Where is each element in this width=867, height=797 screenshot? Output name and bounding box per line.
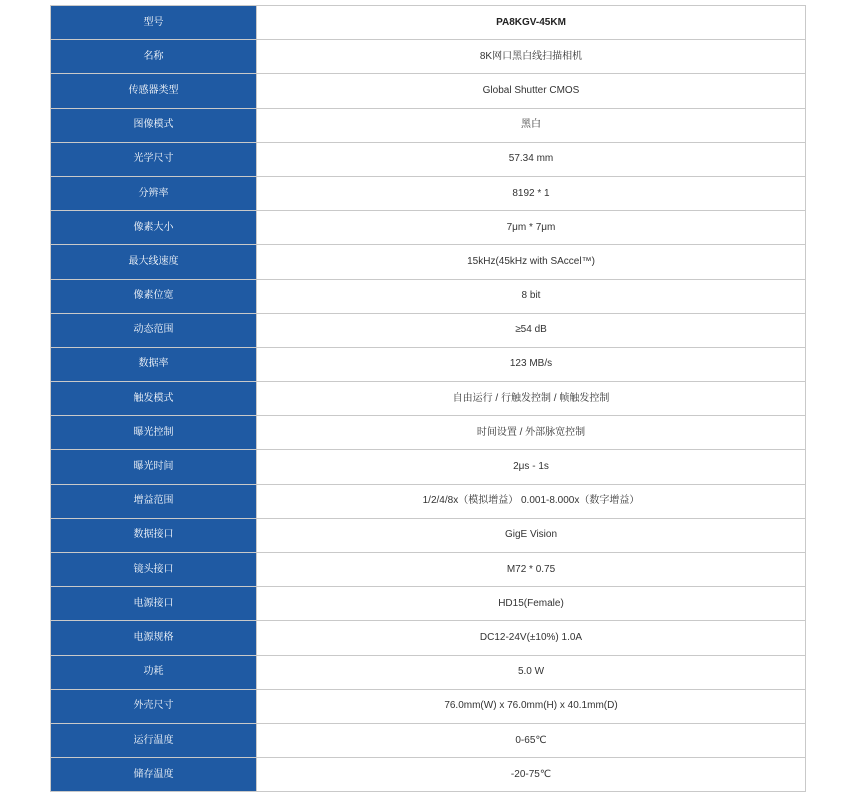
spec-label: 镜头接口 [51, 553, 257, 587]
spec-label: 分辨率 [51, 176, 257, 210]
spec-row-pixel-size [51, 211, 806, 245]
spec-value: 57.34 mm [257, 142, 806, 176]
spec-label: 名称 [51, 40, 257, 74]
spec-value: 0-65℃ [257, 723, 806, 757]
spec-row-power-spec [51, 621, 806, 655]
spec-row-pixel-bit-depth [51, 279, 806, 313]
spec-label: 外壳尺寸 [51, 689, 257, 723]
spec-row-max-line-rate [51, 245, 806, 279]
spec-row-exposure-control [51, 416, 806, 450]
spec-row-data-rate [51, 347, 806, 381]
spec-label: 曝光控制 [51, 416, 257, 450]
spec-row-sensor-type [51, 74, 806, 108]
spec-label: 像素大小 [51, 211, 257, 245]
spec-label: 动态范围 [51, 313, 257, 347]
spec-value: 1/2/4/8x（模拟增益） 0.001-8.000x（数字增益） [257, 484, 806, 518]
spec-label: 曝光时间 [51, 450, 257, 484]
spec-label: 光学尺寸 [51, 142, 257, 176]
spec-value: 123 MB/s [257, 347, 806, 381]
spec-label: 数据接口 [51, 518, 257, 552]
spec-label: 增益范围 [51, 484, 257, 518]
spec-value: GigE Vision [257, 518, 806, 552]
spec-value: DC12-24V(±10%) 1.0A [257, 621, 806, 655]
spec-label: 像素位宽 [51, 279, 257, 313]
spec-row-data-interface [51, 518, 806, 552]
spec-row-lens-mount [51, 553, 806, 587]
spec-value: ≥54 dB [257, 313, 806, 347]
spec-label: 运行温度 [51, 723, 257, 757]
spec-value: 2μs - 1s [257, 450, 806, 484]
spec-value: 15kHz(45kHz with SAccel™) [257, 245, 806, 279]
spec-value: PA8KGV-45KM [257, 6, 806, 40]
spec-row-optical-size [51, 142, 806, 176]
spec-value: HD15(Female) [257, 587, 806, 621]
spec-label: 数据率 [51, 347, 257, 381]
spec-row-model [51, 6, 806, 40]
spec-value: 时间设置 / 外部脉宽控制 [257, 416, 806, 450]
spec-row-housing-dimensions [51, 689, 806, 723]
spec-row-image-mode [51, 108, 806, 142]
spec-label: 传感器类型 [51, 74, 257, 108]
spec-label: 储存温度 [51, 758, 257, 792]
spec-value: 自由运行 / 行触发控制 / 帧触发控制 [257, 382, 806, 416]
spec-label: 图像模式 [51, 108, 257, 142]
spec-label: 电源接口 [51, 587, 257, 621]
spec-label: 最大线速度 [51, 245, 257, 279]
spec-value: M72 * 0.75 [257, 553, 806, 587]
spec-label: 电源规格 [51, 621, 257, 655]
spec-value: 7μm * 7μm [257, 211, 806, 245]
spec-row-gain-range [51, 484, 806, 518]
spec-row-dynamic-range [51, 313, 806, 347]
spec-row-exposure-time [51, 450, 806, 484]
spec-value: 8 bit [257, 279, 806, 313]
spec-row-operating-temperature [51, 723, 806, 757]
spec-value: Global Shutter CMOS [257, 74, 806, 108]
spec-value: 76.0mm(W) x 76.0mm(H) x 40.1mm(D) [257, 689, 806, 723]
spec-row-resolution [51, 176, 806, 210]
spec-row-power-consumption [51, 655, 806, 689]
spec-label: 型号 [51, 6, 257, 40]
spec-value: 5.0 W [257, 655, 806, 689]
spec-value: 8192 * 1 [257, 176, 806, 210]
spec-label: 功耗 [51, 655, 257, 689]
spec-row-name [51, 40, 806, 74]
spec-row-trigger-mode [51, 382, 806, 416]
spec-row-power-connector [51, 587, 806, 621]
spec-label: 触发模式 [51, 382, 257, 416]
spec-value: -20-75℃ [257, 758, 806, 792]
spec-value: 黑白 [257, 108, 806, 142]
spec-value: 8K网口黑白线扫描相机 [257, 40, 806, 74]
spec-table [50, 5, 806, 792]
spec-row-storage-temperature [51, 758, 806, 792]
spec-table-body [51, 6, 806, 792]
